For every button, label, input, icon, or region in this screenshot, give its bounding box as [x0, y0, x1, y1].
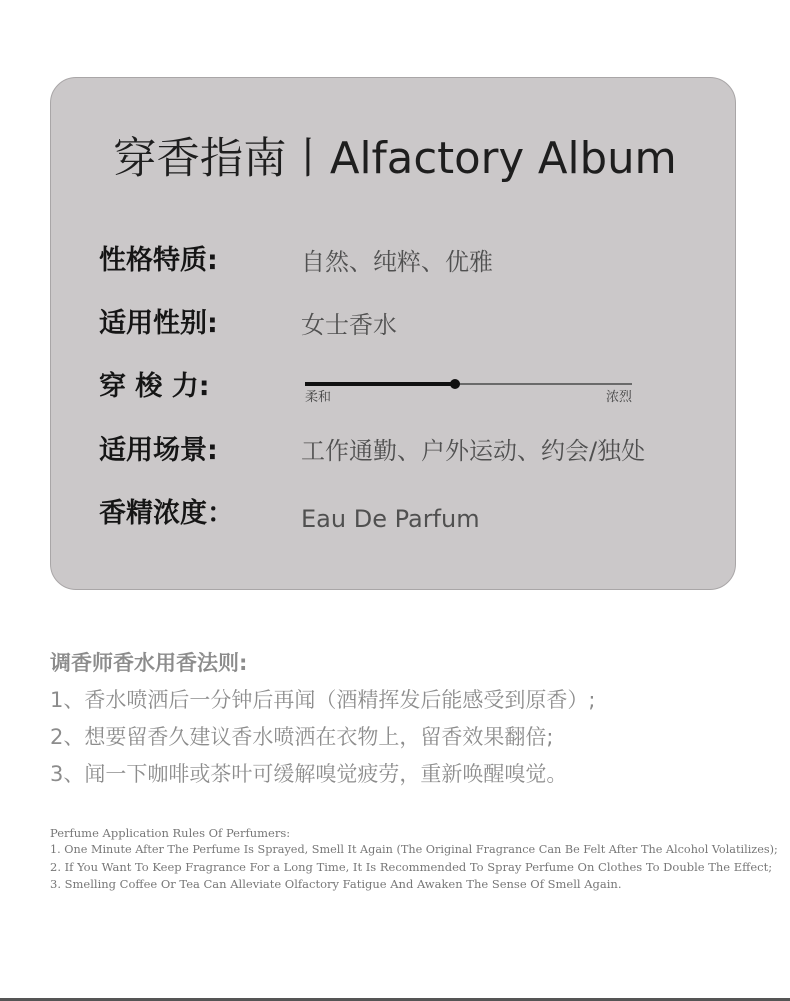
- personality-value: 自然、纯粹、优雅: [301, 248, 493, 276]
- longevity-slider: [305, 377, 632, 411]
- slider-max-label: 浓烈: [605, 390, 632, 405]
- gender-label: 适用性别:: [99, 308, 218, 339]
- longevity-label: 穿 梭 力:: [99, 371, 210, 402]
- rule-en-item: 3. Smelling Coffee Or Tea Can Alleviate Olfactory Fatigue And Awaken The Sense Of Smell Again.: [50, 877, 622, 891]
- card-title: 穿香指南丨Alfactory Album: [113, 134, 677, 184]
- rule-cn-item: 1、香水喷洒后一分钟后再闻（酒精挥发后能感受到原香）;: [50, 688, 596, 712]
- concentration-label: 香精浓度：: [99, 498, 234, 529]
- slider-min-label: 柔和: [305, 390, 332, 405]
- scene-value: 工作通勤、户外运动、约会/独处: [301, 437, 646, 465]
- rule-cn-item: 2、想要留香久建议香水喷洒在衣物上，留香效果翻倍;: [50, 725, 554, 749]
- rule-en-item: 2. If You Want To Keep Fragrance For a Long Time, It Is Recommended To Spray Perfume On Clothes To Double The Effect;: [50, 860, 773, 874]
- concentration-value: Eau De Parfum: [301, 505, 480, 533]
- slider-thumb: [450, 379, 460, 389]
- rule-cn-item: 3、闻一下咖啡或茶叶可缓解嗅觉疲劳，重新唤醒嗅觉。: [50, 762, 568, 786]
- personality-label: 性格特质:: [99, 245, 218, 276]
- gender-value: 女士香水: [301, 311, 397, 339]
- rule-en-item: 1. One Minute After The Perfume Is Sprayed, Smell It Again (The Original Fragrance Can Be Felt After The Alcohol Volatilizes);: [50, 843, 778, 856]
- slider-fill: [305, 382, 455, 386]
- rules-cn-heading: 调香师香水用香法则:: [50, 651, 248, 675]
- rules-en-heading: Perfume Application Rules Of Perfumers:: [50, 826, 291, 840]
- scene-label: 适用场景:: [99, 435, 218, 466]
